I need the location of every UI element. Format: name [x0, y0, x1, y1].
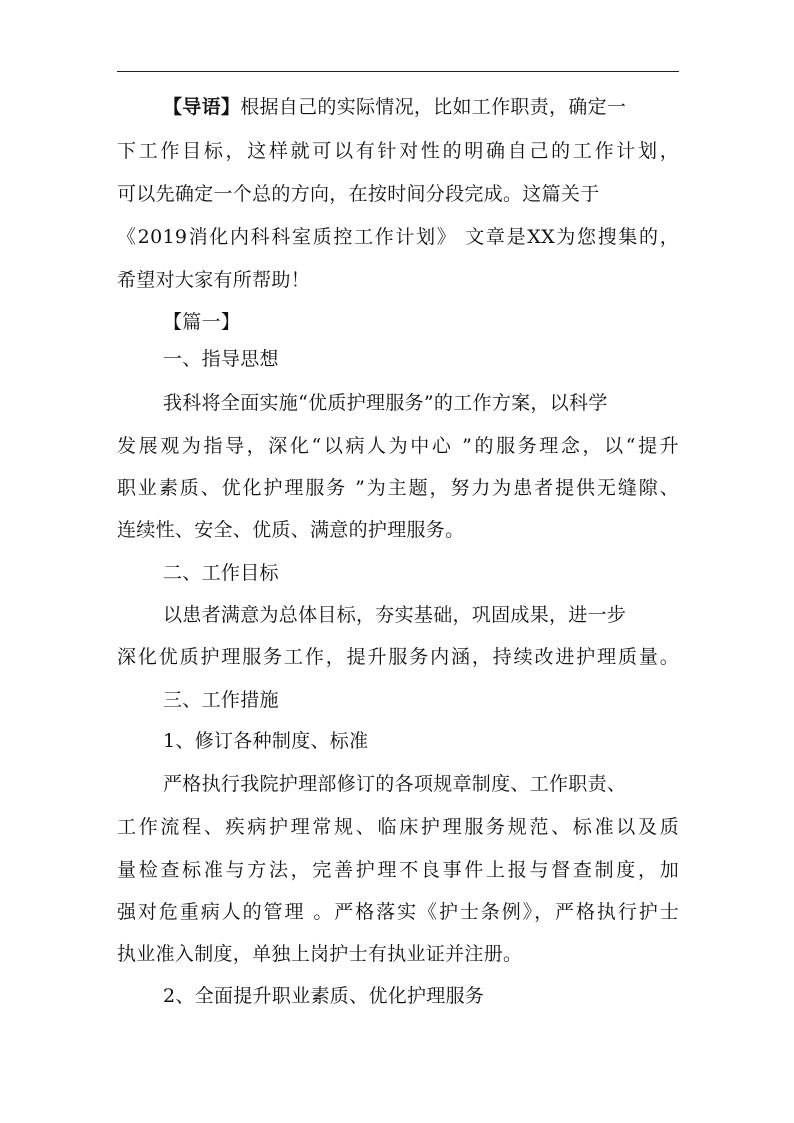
section2-line-2: 深化优质护理服务工作，提升服务内涵，持续改进护理质量。: [117, 646, 679, 668]
section3-item1-line-3: 量检查标准与方法，完善护理不良事件上报与督查制度，加: [117, 859, 679, 881]
section1-line-2: 发展观为指导，深化“以病人为中心 ”的服务理念，以“提升: [117, 435, 679, 457]
section3-item1-line-2: 工作流程、疾病护理常规、临床护理服务规范、标准以及质: [117, 816, 679, 838]
section3-item1-line-1: 严格执行我院护理部修订的各项规章制度、工作职责、: [163, 773, 627, 795]
intro-line-1: [163, 92, 679, 122]
section1-line-1: 我科将全面实施“优质护理服务”的工作方案，以科学: [163, 392, 608, 414]
section1-line-3: 职业素质、优化护理服务 ”为主题，努力为患者提供无缝隙、: [117, 477, 679, 499]
intro-line-2: 下工作目标，这样就可以有针对性的明确自己的工作计划，: [117, 140, 679, 162]
intro-line-3: 可以先确定一个总的方向，在按时间分段完成。这篇关于: [117, 183, 600, 205]
section1-heading: 一、指导思想: [163, 348, 279, 370]
section2-heading: 二、工作目标: [163, 562, 279, 584]
section1-line-4: 连续性、安全、优质、满意的护理服务。: [117, 519, 465, 541]
intro-line-4: 《2019消化内科科室质控工作计划》 文章是XX为您搜集的，: [117, 226, 679, 248]
section3-item2-heading: 2、全面提升职业素质、优化护理服务: [163, 985, 485, 1007]
section3-item1-heading: 1、修订各种制度、标准: [163, 730, 369, 752]
header-rule: [117, 71, 679, 72]
intro-lead-label: 【导语】: [163, 96, 241, 118]
intro-line-5: 希望对大家有所帮助！: [117, 269, 311, 291]
section3-heading: 三、工作措施: [163, 689, 279, 711]
section3-item1-line-5: 执业准入制度，单独上岗护士有执业证并注册。: [117, 943, 523, 965]
section2-line-1: 以患者满意为总体目标，夯实基础，巩固成果，进一步: [163, 604, 627, 626]
part-heading: 【篇一】: [163, 311, 241, 333]
section3-item1-line-4: 强对危重病人的管理 。严格落实《护士条例》，严格执行护士: [117, 901, 679, 923]
intro-line-1-text: 根据自己的实际情况，比如工作职责，确定一: [240, 96, 627, 118]
